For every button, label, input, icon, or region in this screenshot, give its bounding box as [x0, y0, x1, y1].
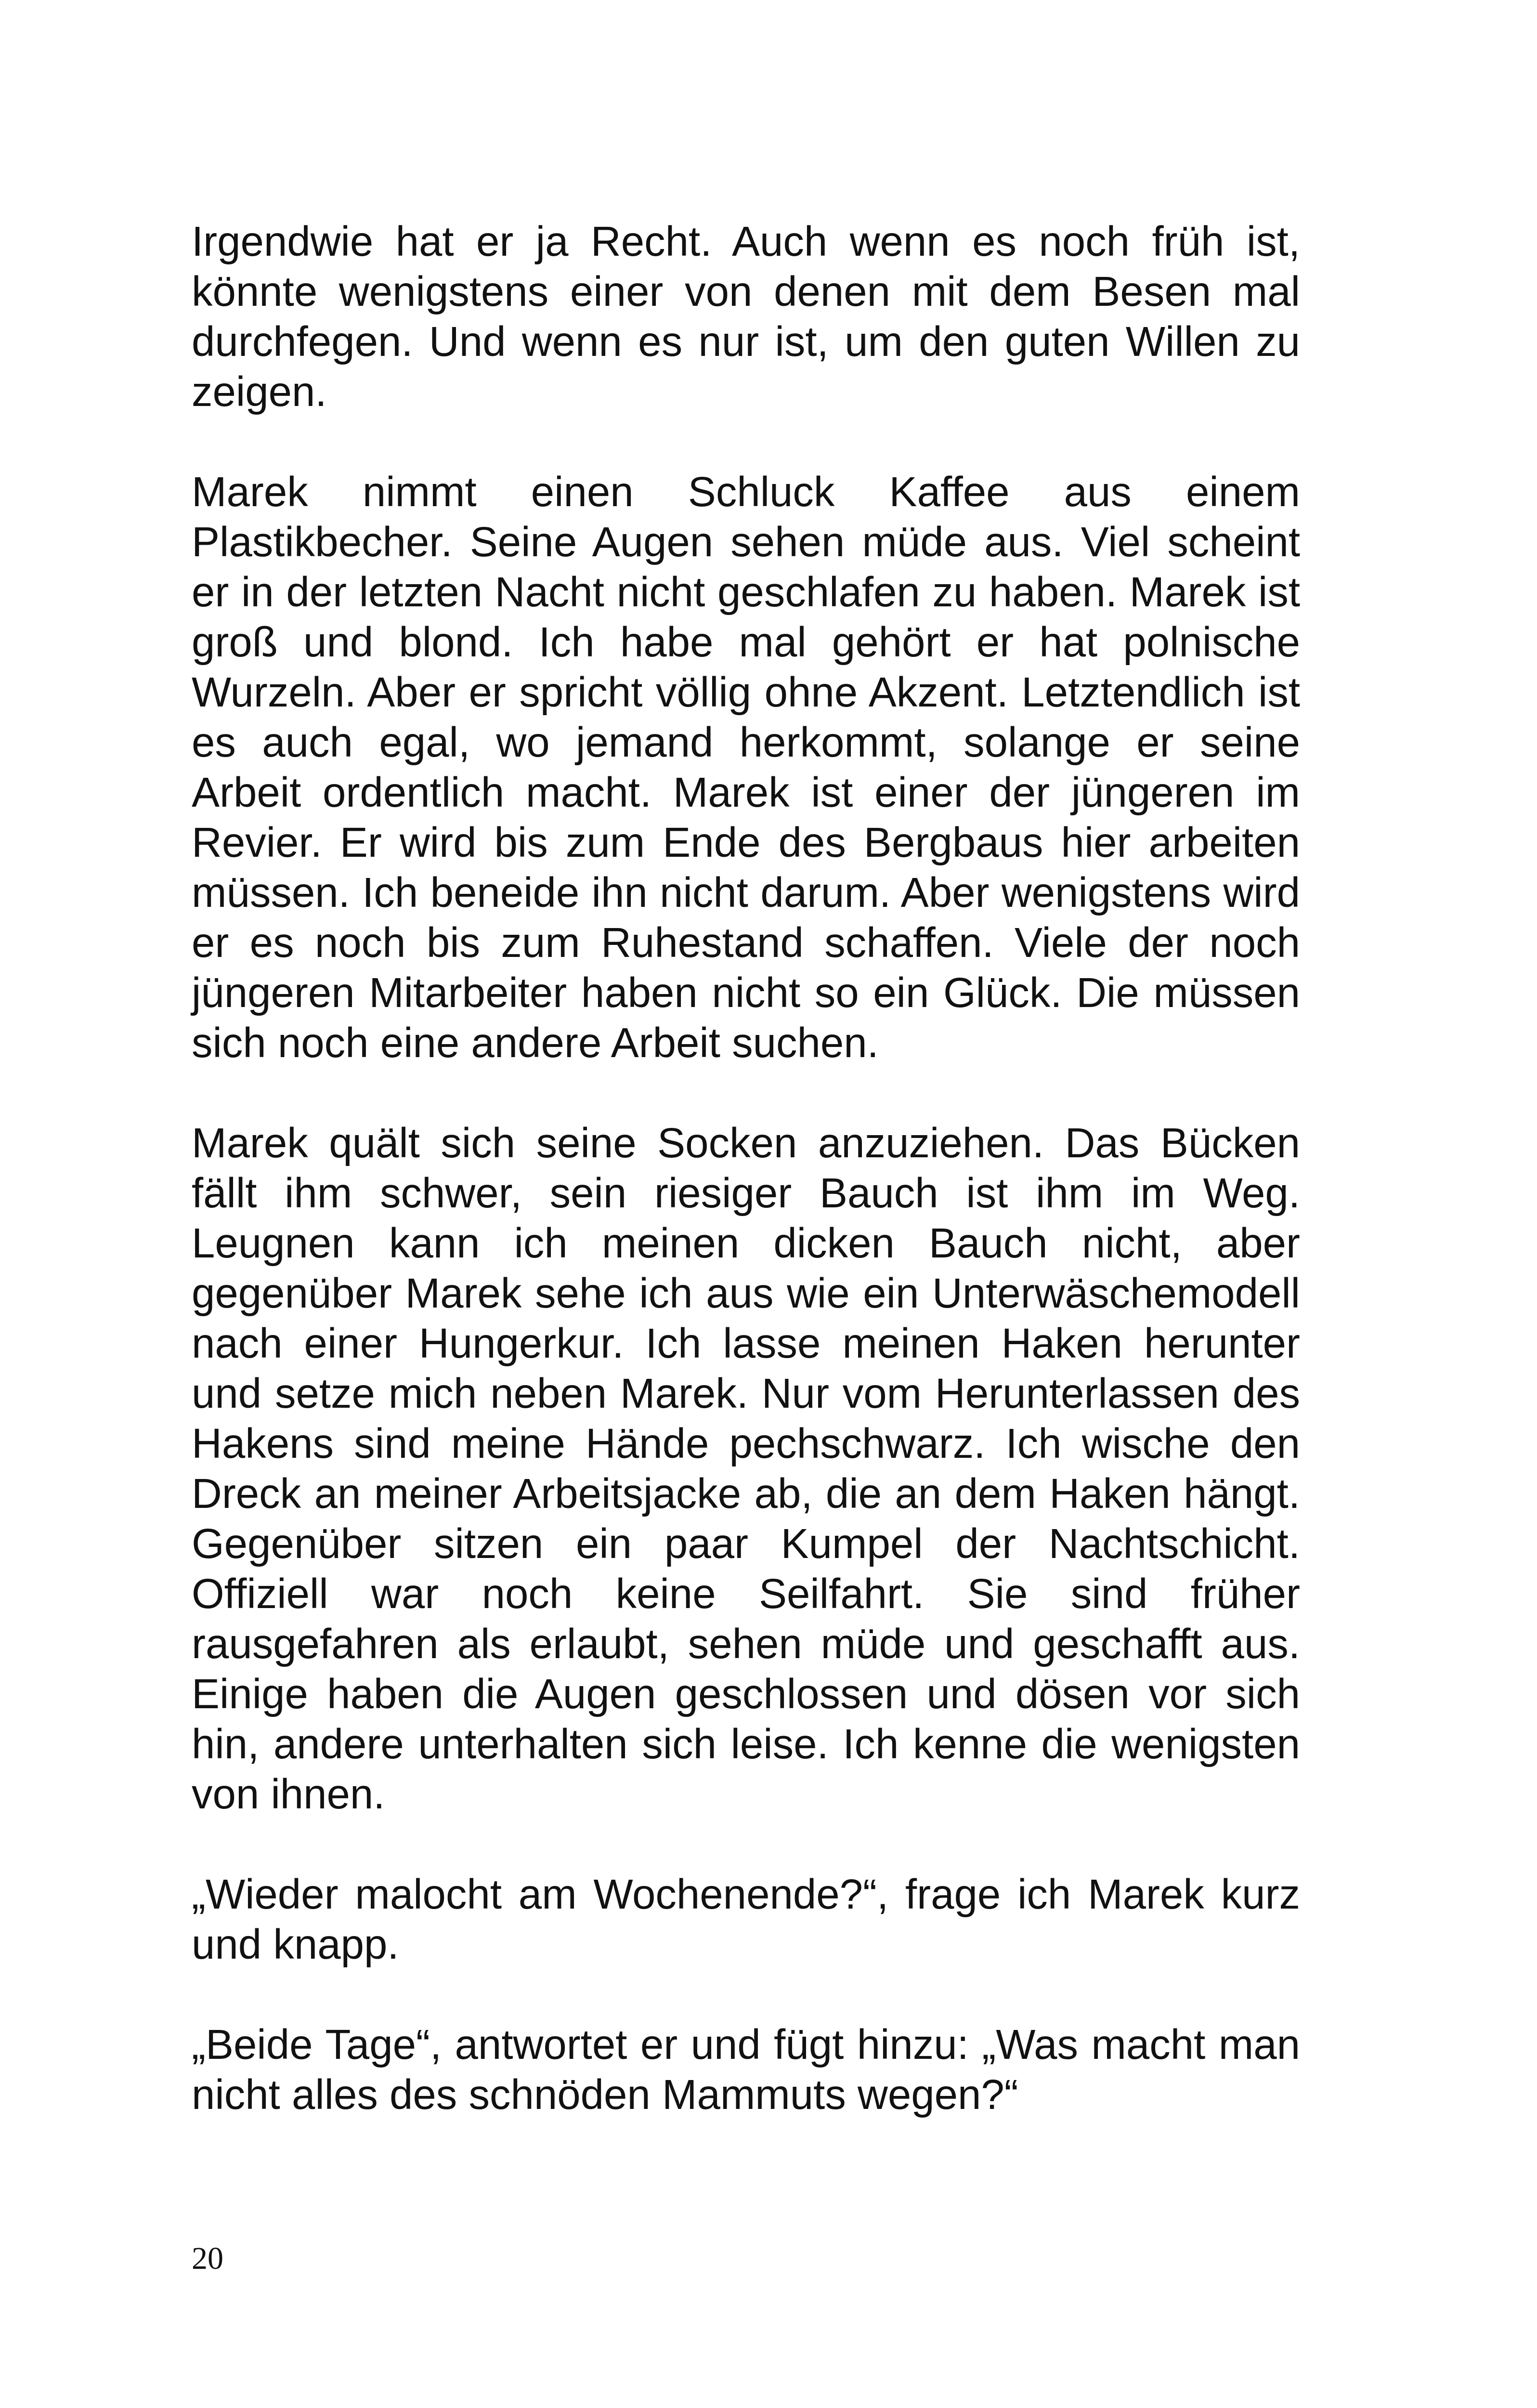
- paragraph-2: Marek nimmt einen Schluck Kaffee aus einem Plastikbecher. Seine Augen sehen müde aus. Viel scheint er in der letzten Nacht nicht geschlafen zu haben. Marek ist groß und blond. Ich habe mal gehört er hat polnische Wurzeln. Aber er spricht völlig ohne Akzent. Letztendlich ist es auch egal, wo jemand herkommt, solange er seine Arbeit ordentlich macht. Marek ist einer der jüngeren im Revier. Er wird bis zum Ende des Bergbaus hier arbeiten müssen. Ich beneide ihn nicht darum. Aber wenigstens wird er es noch bis zum Ruhestand schaffen. Viele der noch jüngeren Mitarbeiter haben nicht so ein Glück. Die müssen sich noch eine andere Arbeit suchen.: [192, 469, 1300, 1066]
- body-text: [192, 217, 1300, 2170]
- paragraph-5: „Beide Tage“, antwortet er und fügt hinzu: „Was macht man nicht alles des schnöden Mammuts wegen?“: [192, 2021, 1300, 2118]
- page-number: 20: [192, 2241, 223, 2276]
- paragraph-3: Marek quält sich seine Socken anzuziehen. Das Bücken fällt ihm schwer, sein riesiger Bauch ist ihm im Weg. Leugnen kann ich meinen dicken Bauch nicht, aber gegenüber Marek sehe ich aus wie ein Unterwäschemodell nach einer Hungerkur. Ich lasse meinen Haken herunter und setze mich neben Marek. Nur vom Herunterlassen des Hakens sind meine Hände pechschwarz. Ich wische den Dreck an meiner Arbeitsjacke ab, die an dem Haken hängt. Gegenüber sitzen ein paar Kumpel der Nachtschicht. Offiziell war noch keine Seilfahrt. Sie sind früher rausgefahren als erlaubt, sehen müde und geschafft aus. Einige haben die Augen geschlossen und dösen vor sich hin, andere unterhalten sich leise. Ich kenne die wenigsten von ihnen.: [192, 1120, 1300, 1818]
- paragraph-1: Irgendwie hat er ja Recht. Auch wenn es noch früh ist, könnte wenigstens einer von denen mit dem Besen mal durchfegen. Und wenn es nur ist, um den guten Willen zu zeigen.: [192, 218, 1300, 415]
- paragraph-4: „Wieder malocht am Wochenende?“, frage ich Marek kurz und knapp.: [192, 1871, 1300, 1968]
